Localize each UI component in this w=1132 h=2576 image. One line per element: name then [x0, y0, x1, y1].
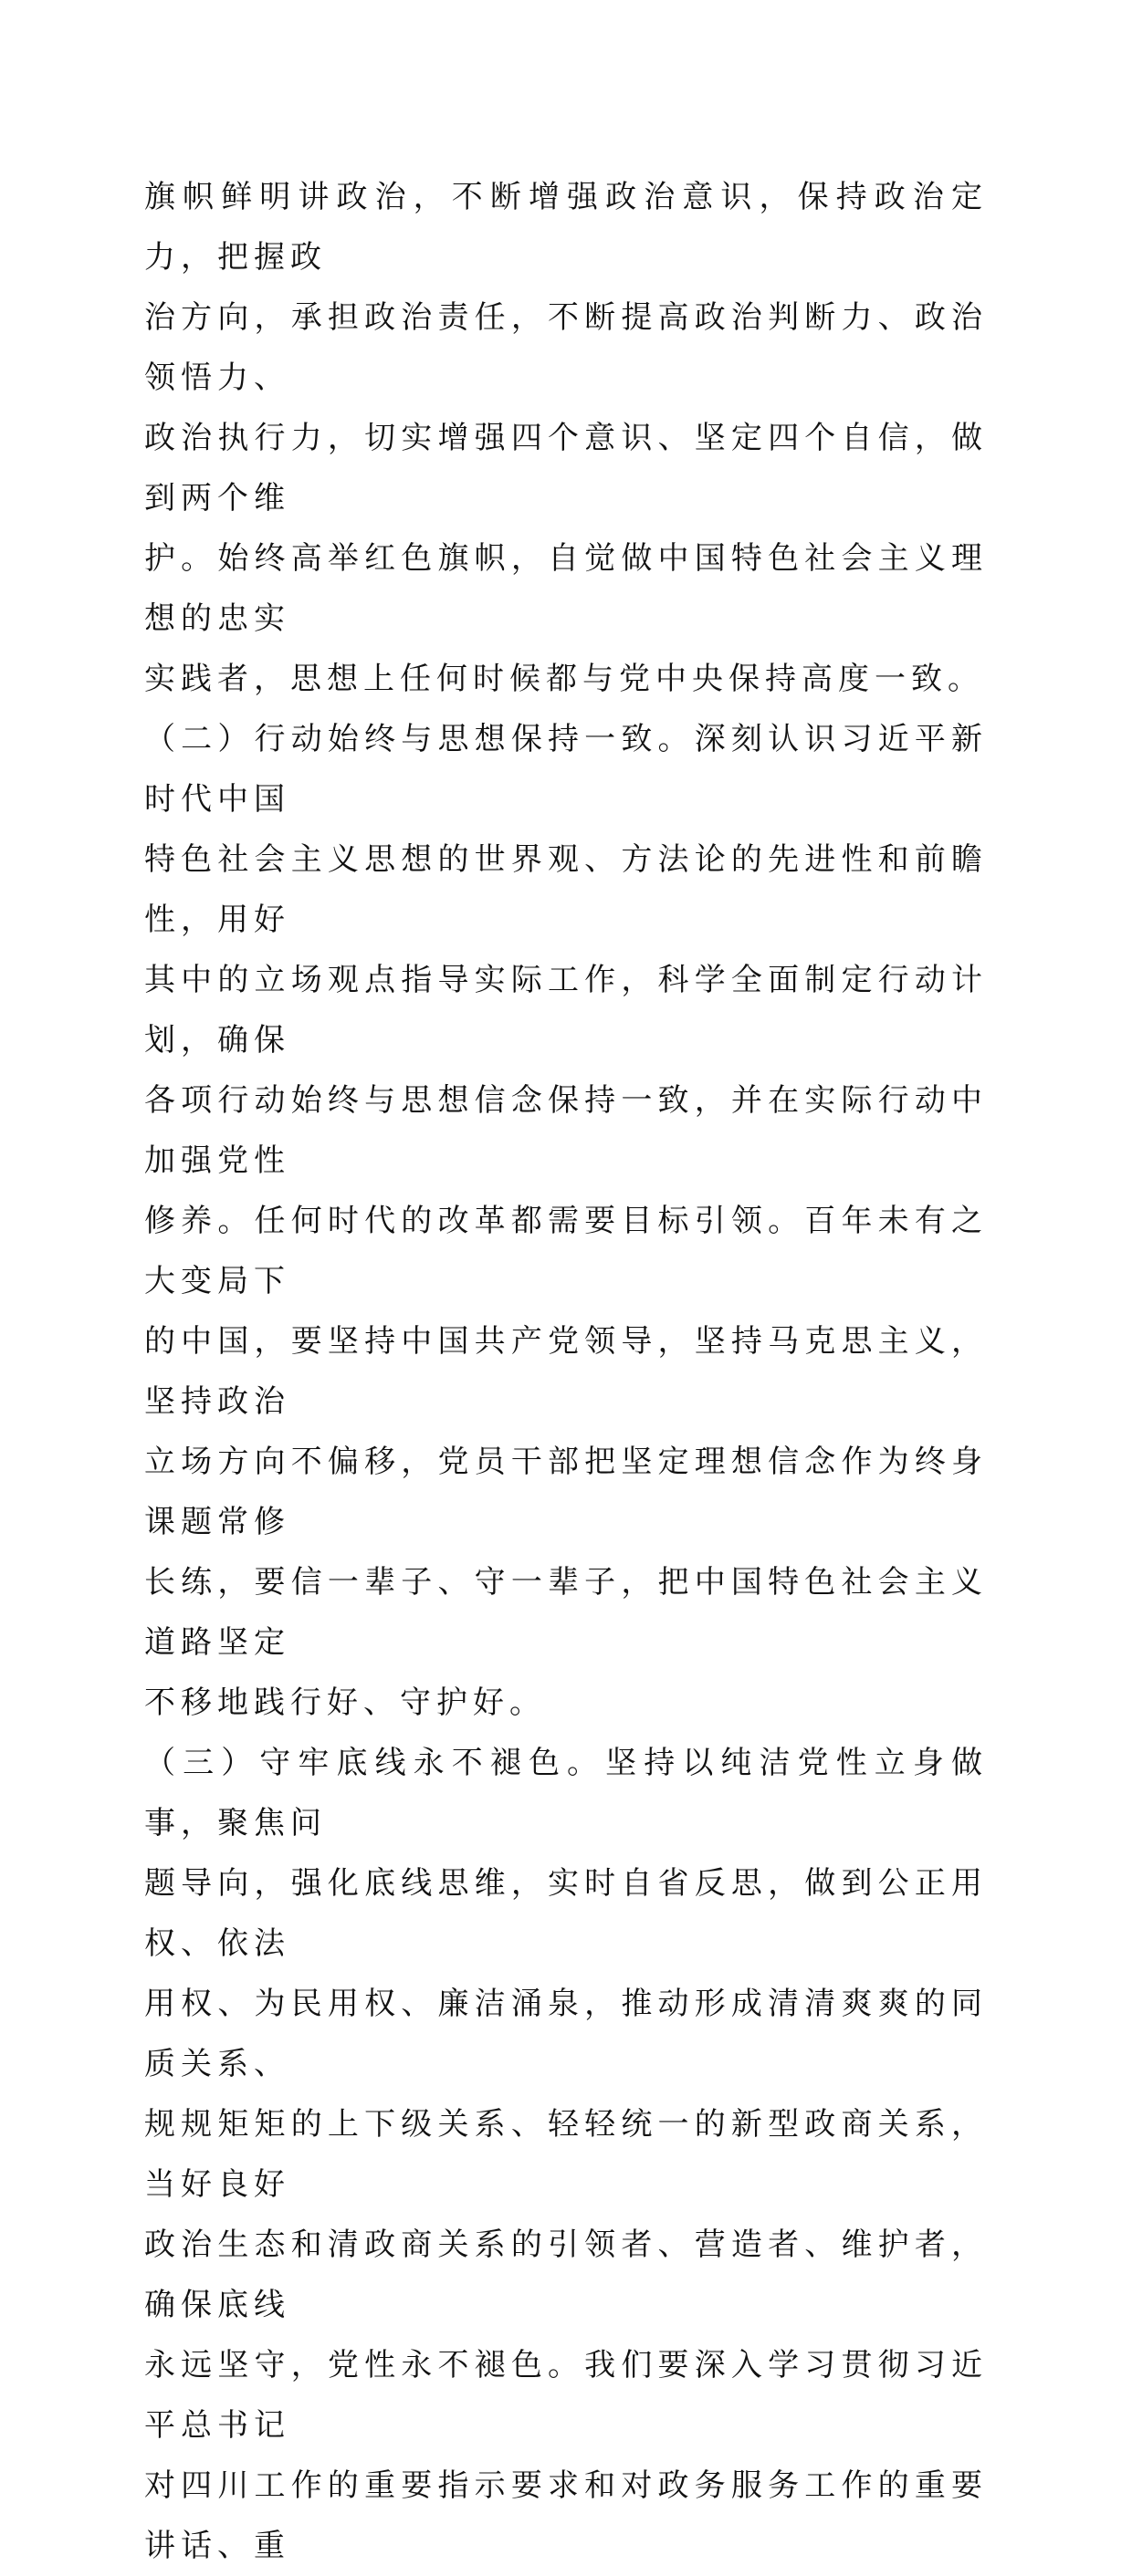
text-line: 用权、为民用权、廉洁涌泉，推动形成清清爽爽的同质关系、: [144, 1986, 988, 2082]
text-line: 实践者，思想上任何时候都与党中央保持高度一致。: [144, 661, 984, 697]
text-line: 旗帜鲜明讲政治，不断增强政治意识，保持政治定力，把握政: [144, 179, 988, 276]
text-line: 规规矩矩的上下级关系、轻轻统一的新型政商关系，当好良好: [144, 2106, 988, 2203]
text-line: 护。始终高举红色旗帜，自觉做中国特色社会主义理想的忠实: [144, 540, 988, 637]
text-line: 各项行动始终与思想信念保持一致，并在实际行动中加强党性: [144, 1082, 988, 1179]
document-body: [144, 167, 988, 2576]
text-line: （二）行动始终与思想保持一致。深刻认识习近平新时代中国: [144, 721, 988, 818]
text-line: 不移地践行好、守护好。: [144, 1684, 546, 1721]
text-line: 永远坚守，党性永不褪色。我们要深入学习贯彻习近平总书记: [144, 2347, 988, 2444]
text-line: 治方向，承担政治责任，不断提高政治判断力、政治领悟力、: [144, 299, 988, 396]
text-line: 对四川工作的重要指示要求和对政务服务工作的重要讲话、重: [144, 2467, 988, 2564]
text-line: 长练，要信一辈子、守一辈子，把中国特色社会主义道路坚定: [144, 1564, 988, 1661]
text-line: 立场方向不偏移，党员干部把坚定理想信念作为终身课题常修: [144, 1444, 988, 1540]
text-line: （三）守牢底线永不褪色。坚持以纯洁党性立身做事，聚焦问: [144, 1745, 988, 1841]
text-line: 其中的立场观点指导实际工作，科学全面制定行动计划，确保: [144, 962, 988, 1059]
text-line: 的中国，要坚持中国共产党领导，坚持马克思主义，坚持政治: [144, 1323, 988, 1420]
text-line: 政治执行力，切实增强四个意识、坚定四个自信，做到两个维: [144, 420, 988, 516]
text-line: 特色社会主义思想的世界观、方法论的先进性和前瞻性，用好: [144, 841, 988, 938]
text-line: 政治生态和清政商关系的引领者、营造者、维护者，确保底线: [144, 2227, 988, 2323]
text-line: 修养。任何时代的改革都需要目标引领。百年未有之大变局下: [144, 1203, 988, 1299]
text-line: 题导向，强化底线思维，实时自省反思，做到公正用权、依法: [144, 1865, 988, 1962]
